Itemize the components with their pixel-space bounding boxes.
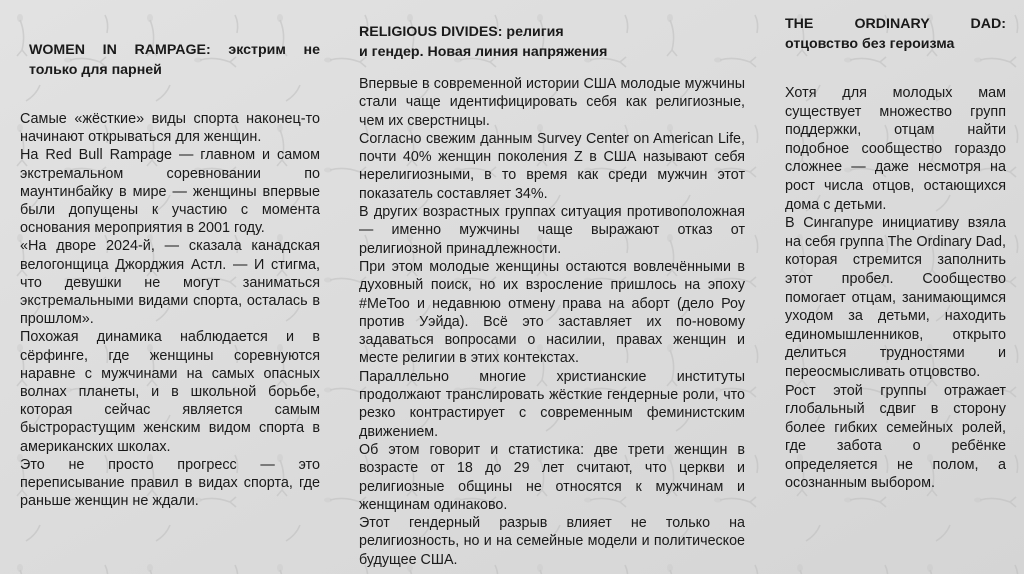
column-heading bbox=[359, 22, 745, 62]
paragraph: Похожая динамика наблюдается и в сёрфинге, где женщины соревнуются наравне с мужчинами на самых опасных волнах планеты, и в школьной борьбе, которая сейчас является самым быстрорастущим женским видом спорта в американских школах. bbox=[20, 329, 320, 455]
column-ordinary-dad bbox=[785, 14, 1006, 493]
paragraph: Параллельно многие христианские институты продолжают транслировать жёсткие гендерные роли, что резко контрастирует с современным феминистским движением. bbox=[359, 368, 745, 440]
paragraph: Об этом говорит и статистика: две трети женщин в возрасте от 18 до 29 лет считают, что церкви и религиозные общины не относятся к мужчинам и женщинам одинаково. bbox=[359, 441, 745, 513]
heading-line: WOMEN IN RAMPAGE: экстрим не bbox=[29, 42, 320, 58]
paragraph: Согласно свежим данным Survey Center on American Life, почти 40% женщин поколения Z в США называют себя нерелигиозными, в то время как среди мужчин этот показатель составляет 34%. bbox=[359, 130, 745, 202]
heading-line: THE ORDINARY DAD: bbox=[785, 16, 1006, 32]
paragraph: В других возрастных группах ситуация противоположная — именно мужчины чаще выражают отказ от религиозной принадлежности. bbox=[359, 204, 745, 257]
heading-line: и гендер. Новая линия напряжения bbox=[359, 44, 608, 60]
paragraph: Это не просто прогресс — это переписывание правил в видах спорта, где раньше женщин не ждали. bbox=[20, 456, 320, 510]
heading-line: отцовство без героизма bbox=[785, 36, 955, 52]
paragraph: Самые «жёсткие» виды спорта наконец-то начинают открываться для женщин. bbox=[20, 111, 320, 146]
heading-line: RELIGIOUS DIVIDES: религия bbox=[359, 24, 564, 40]
heading-line: только для парней bbox=[29, 62, 162, 78]
paragraph: Рост этой группы отражает глобальный сдвиг в сторону более гибких семейных ролей, где забота о ребёнке определяется не полом, а осознанным выбором. bbox=[785, 382, 1006, 492]
paragraph: Впервые в современной истории США молодые мужчины стали чаще идентифицировать себя как религиозные, чем их сверстницы. bbox=[359, 76, 745, 129]
column-heading bbox=[20, 40, 320, 80]
paragraph: При этом молодые женщины остаются вовлечёнными в духовный поиск, но их взросление пришлось на эпоху #MeToo и недавнюю отмену права на аборт (дело Роу против Уэйда). Всё это заставляет их по-новому задаваться вопросами о насилии, правах женщин и месте религии в этих контекстах. bbox=[359, 258, 745, 367]
column-religious-divides bbox=[359, 22, 745, 569]
paragraph: В Сингапуре инициативу взяла на себя группа The Ordinary Dad, которая стремится заполнить этот пробел. Сообщество помогает отцам, занимающимся уходом за детьми, находить единомышленников, открыто делиться трудностями и переосмысливать отцовство. bbox=[785, 215, 1006, 380]
paragraph: Хотя для молодых мам существует множество групп поддержки, отцам найти подобное сообщество гораздо сложнее — даже несмотря на рост числа отцов, остающихся дома с детьми. bbox=[785, 85, 1006, 213]
column-heading bbox=[785, 14, 1006, 54]
paragraph: «На дворе 2024-й, — сказала канадская велогонщица Джорджия Астл. — И стигма, что девушки не могут заниматься экстремальными видами спорта, осталась в прошлом». bbox=[20, 238, 320, 328]
column-women-in-rampage bbox=[20, 40, 320, 510]
paragraph: На Red Bull Rampage — главном и самом экстремальном соревновании по маунтинбайку в мире — женщины впервые были допущены к участию с момента основания мероприятия в 2001 году. bbox=[20, 147, 320, 237]
paragraph: Этот гендерный разрыв влияет не только на религиозность, но и на семейные модели и политическое будущее США. bbox=[359, 515, 745, 568]
